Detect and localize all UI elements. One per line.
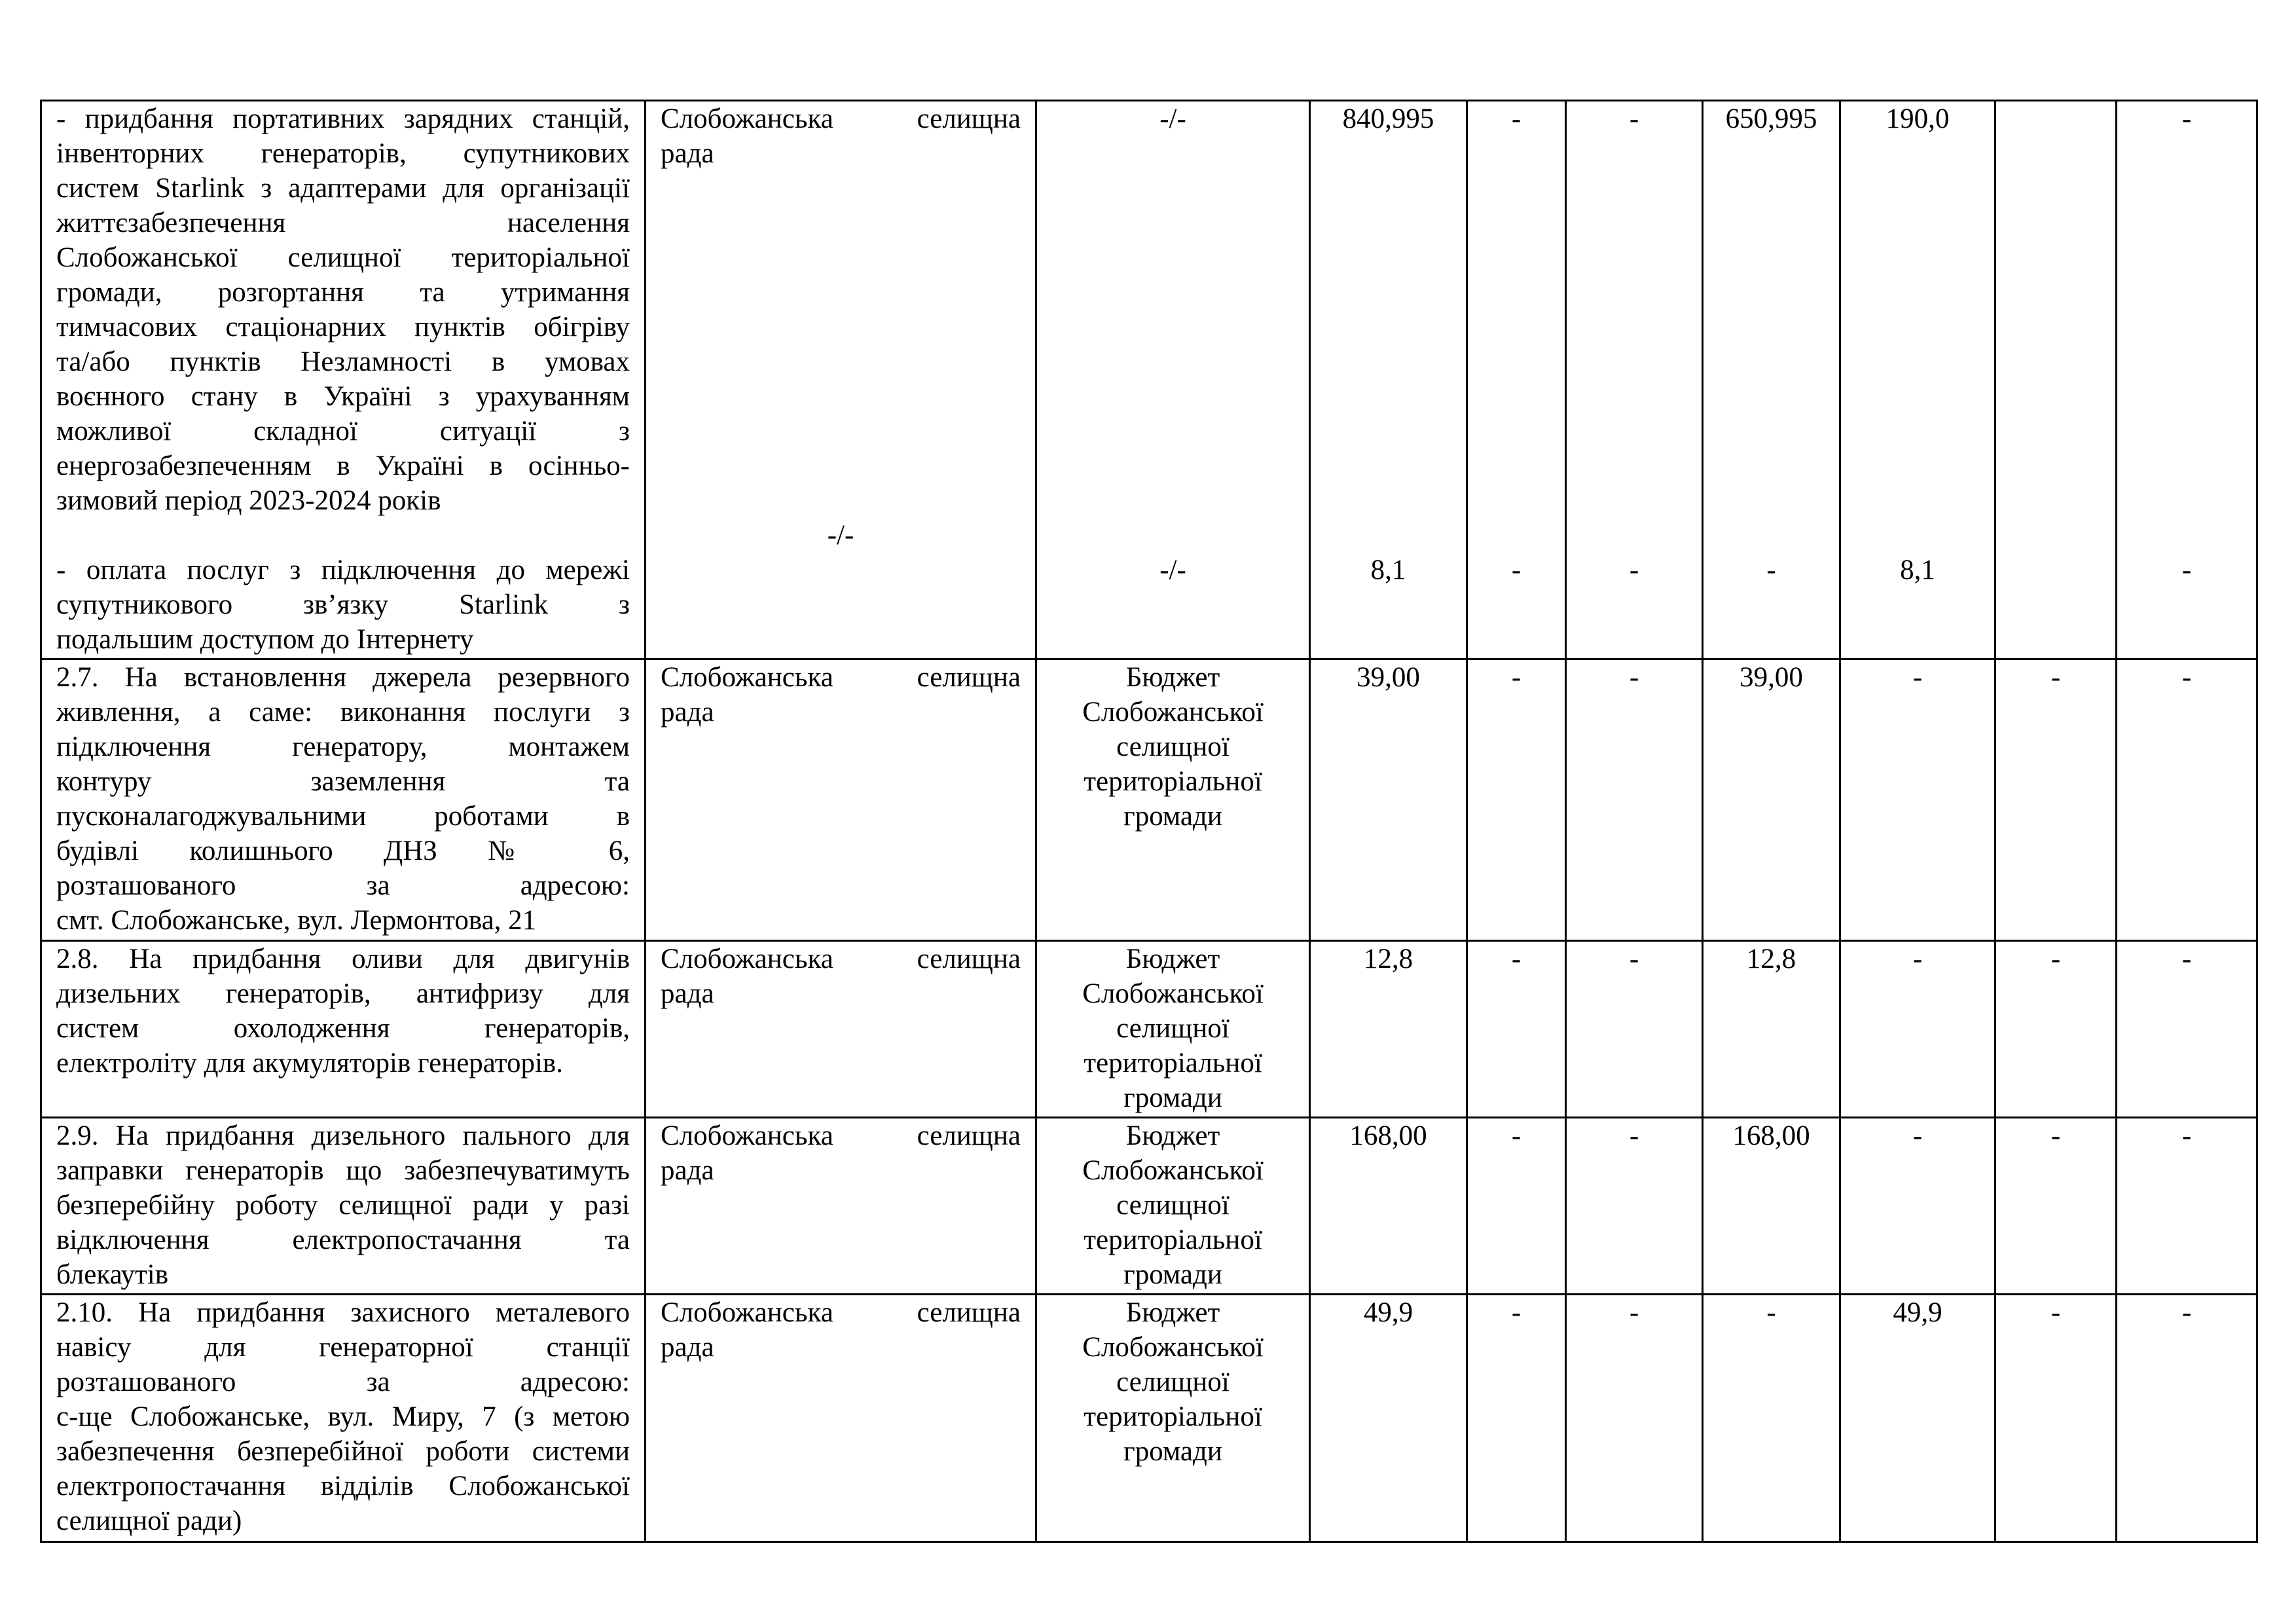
executor-line: рада xyxy=(661,1155,714,1186)
description-line: подальшим доступом до Інтернету xyxy=(56,624,474,655)
measure-description-cell xyxy=(41,101,646,659)
description-line: блекаутів xyxy=(56,1259,169,1290)
source-line: громади xyxy=(1123,1259,1222,1290)
amount-value: - xyxy=(1840,1118,1995,1295)
amount-cell xyxy=(1310,101,1467,659)
description-line: воєнного стану в Україні з урахуванням xyxy=(56,381,630,412)
amount-cell xyxy=(1467,101,1566,659)
amount-value: 39,00 xyxy=(1703,659,1840,941)
description-line: Слобожанської селищної територіальної xyxy=(56,242,630,273)
amount-value: 8,1 xyxy=(1370,555,1406,585)
executor-cell xyxy=(646,101,1036,659)
measure-description-cell xyxy=(41,659,646,941)
source-line: Бюджет xyxy=(1125,1297,1220,1328)
table-row xyxy=(41,1118,2257,1295)
amount-value: - xyxy=(1995,1295,2117,1542)
table-row xyxy=(41,1295,2257,1542)
description-line: та/або пунктів Незламності в умовах xyxy=(56,346,630,377)
amount-cell xyxy=(2117,101,2257,659)
amount-cell xyxy=(1995,101,2117,659)
amount-value: 12,8 xyxy=(1703,941,1840,1118)
amount-value: - xyxy=(1629,103,1639,134)
description-line: забезпечення безперебійної роботи системи xyxy=(56,1436,630,1467)
amount-value: 39,00 xyxy=(1310,659,1467,941)
description-line: 2.9. На придбання дизельного пального для xyxy=(56,1120,630,1151)
description-line: селищної ради) xyxy=(56,1505,242,1536)
description-line: контуру заземлення та xyxy=(56,766,630,797)
description-line: енергозабезпеченням в Україні в осінньо- xyxy=(56,451,630,481)
description-line: систем охолодження генераторів, xyxy=(56,1013,630,1044)
funding-source-cell xyxy=(1036,1295,1310,1542)
amount-value: - xyxy=(1995,941,2117,1118)
executor-ditto: -/- xyxy=(827,520,854,551)
executor-cell xyxy=(646,1118,1036,1295)
funding-source-cell xyxy=(1036,1118,1310,1295)
source-line: Слобожанської xyxy=(1082,1155,1264,1186)
description-line: розташованого за адресою: xyxy=(56,1367,630,1397)
amount-value: - xyxy=(2117,1118,2257,1295)
amount-value: 650,995 xyxy=(1725,103,1817,134)
description-line: заправки генераторів що забезпечуватимуть xyxy=(56,1155,630,1186)
description-line: електропостачання відділів Слобожанської xyxy=(56,1471,630,1502)
source-line: Бюджет xyxy=(1125,662,1220,693)
description-line: тимчасових стаціонарних пунктів обігріву xyxy=(56,312,630,342)
executor-cell xyxy=(646,941,1036,1118)
table-row xyxy=(41,941,2257,1118)
amount-value: - xyxy=(2117,659,2257,941)
source-line: селищної xyxy=(1116,1367,1230,1397)
source-line: територіальної xyxy=(1084,1401,1262,1432)
executor-cell xyxy=(646,1295,1036,1542)
description-line: зимовий період 2023-2024 років xyxy=(56,485,441,516)
amount-value: - xyxy=(1566,659,1703,941)
amount-value: 168,00 xyxy=(1703,1118,1840,1295)
source-line: громади xyxy=(1123,1436,1222,1467)
amount-value: - xyxy=(2181,103,2192,134)
source-line: територіальної xyxy=(1084,1048,1262,1079)
amount-cell xyxy=(1840,101,1995,659)
amount-cell xyxy=(1566,101,1703,659)
description-line: смт. Слобожанське, вул. Лермонтова, 21 xyxy=(56,905,537,936)
measure-description-cell xyxy=(41,1295,646,1542)
description-line: життєзабезпечення населення xyxy=(56,208,630,238)
funding-source-cell xyxy=(1036,101,1310,659)
description-line: дизельних генераторів, антифризу для xyxy=(56,978,630,1009)
amount-value: - xyxy=(1840,941,1995,1118)
amount-cell xyxy=(1703,101,1840,659)
amount-value: - xyxy=(1995,1118,2117,1295)
source-line: територіальної xyxy=(1084,1225,1262,1255)
description-line: - оплата послуг з підключення до мережі xyxy=(56,555,630,585)
description-line: електроліту для акумуляторів генераторів. xyxy=(56,1048,563,1079)
amount-value: 840,995 xyxy=(1342,103,1434,134)
description-line: с-ще Слобожанське, вул. Миру, 7 (з метою xyxy=(56,1401,630,1432)
amount-value: 49,9 xyxy=(1840,1295,1995,1542)
source-ditto: -/- xyxy=(1159,555,1186,585)
amount-value: - xyxy=(1766,555,1776,585)
amount-value: 168,00 xyxy=(1310,1118,1467,1295)
description-line: 2.7. На встановлення джерела резервного xyxy=(56,662,630,693)
amount-value: - xyxy=(1566,1118,1703,1295)
description-line: супутникового зв’язку Starlink з xyxy=(56,589,630,620)
amount-value: - xyxy=(1840,659,1995,941)
description-line: підключення генератору, монтажем xyxy=(56,731,630,762)
amount-value: - xyxy=(2117,1295,2257,1542)
executor-line: Слобожанська селищна xyxy=(661,1297,1021,1328)
executor-line: рада xyxy=(661,1332,714,1363)
description-line: відключення електропостачання та xyxy=(56,1225,630,1255)
executor-cell xyxy=(646,659,1036,941)
source-line: громади xyxy=(1123,1082,1222,1113)
amount-value: 49,9 xyxy=(1310,1295,1467,1542)
amount-value: - xyxy=(1467,1118,1566,1295)
source-line: селищної xyxy=(1116,731,1230,762)
measure-description-cell xyxy=(41,1118,646,1295)
source-line: Слобожанської xyxy=(1082,697,1264,728)
source-line: селищної xyxy=(1116,1013,1230,1044)
measure-description-cell xyxy=(41,941,646,1118)
funding-source-cell xyxy=(1036,659,1310,941)
table-row xyxy=(41,101,2257,659)
amount-value: - xyxy=(1566,941,1703,1118)
source-line: селищної xyxy=(1116,1190,1230,1221)
amount-value: 12,8 xyxy=(1310,941,1467,1118)
executor-line: Слобожанська селищна xyxy=(661,944,1021,974)
amount-value: - xyxy=(2181,555,2192,585)
amount-value: - xyxy=(1467,941,1566,1118)
amount-value: - xyxy=(2117,941,2257,1118)
source-line: Бюджет xyxy=(1125,944,1220,974)
description-line: будівлі колишнього ДНЗ № 6, xyxy=(56,836,630,866)
description-line: безперебійну роботу селищної ради у разі xyxy=(56,1190,630,1221)
description-line: громади, розгортання та утримання xyxy=(56,277,630,308)
source-line: Бюджет xyxy=(1125,1120,1220,1151)
description-line: систем Starlink з адаптерами для організації xyxy=(56,173,630,204)
description-line: інвенторних генераторів, супутникових xyxy=(56,138,630,169)
amount-value: - xyxy=(1467,659,1566,941)
description-line: - придбання портативних зарядних станцій, xyxy=(56,103,630,134)
description-line: пусконалагоджувальними роботами в xyxy=(56,801,630,832)
amount-value: - xyxy=(1995,659,2117,941)
executor-line: Слобожанська селищна xyxy=(661,1120,1021,1151)
amount-value: - xyxy=(1467,1295,1566,1542)
executor-line: рада xyxy=(661,697,714,728)
description-line: можливої складної ситуації з xyxy=(56,416,630,447)
executor-line: рада xyxy=(661,978,714,1009)
source-line: територіальної xyxy=(1084,766,1262,797)
description-line: 2.10. На придбання захисного металевого xyxy=(56,1297,630,1328)
description-line: живлення, а саме: виконання послуги з xyxy=(56,697,630,728)
source-line: громади xyxy=(1123,801,1222,832)
program-measures-table xyxy=(40,100,2258,1543)
amount-value: - xyxy=(1511,103,1522,134)
amount-value: 190,0 xyxy=(1886,103,1950,134)
amount-value: - xyxy=(1566,1295,1703,1542)
description-line: розташованого за адресою: xyxy=(56,870,630,901)
executor-line: рада xyxy=(661,138,714,169)
executor-line: Слобожанська селищна xyxy=(661,103,1021,134)
amount-value: - xyxy=(1629,555,1639,585)
funding-source-cell xyxy=(1036,941,1310,1118)
table-row xyxy=(41,659,2257,941)
executor-line: Слобожанська селищна xyxy=(661,662,1021,693)
amount-value: 8,1 xyxy=(1900,555,1935,585)
source-line: Слобожанської xyxy=(1082,978,1264,1009)
description-line: навісу для генераторної станції xyxy=(56,1332,630,1363)
source-ditto: -/- xyxy=(1159,103,1186,134)
amount-value: - xyxy=(1703,1295,1840,1542)
description-line: 2.8. На придбання оливи для двигунів xyxy=(56,944,630,974)
source-line: Слобожанської xyxy=(1082,1332,1264,1363)
amount-value: - xyxy=(1511,555,1522,585)
